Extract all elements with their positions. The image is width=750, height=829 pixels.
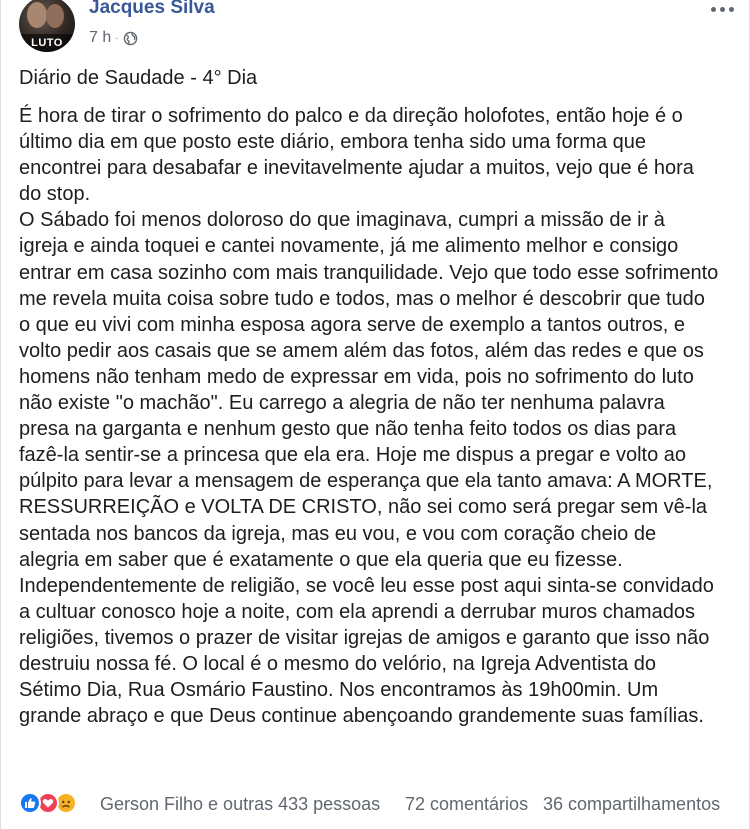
post-footer — [19, 790, 733, 820]
more-options-icon[interactable] — [705, 0, 739, 20]
post-body-line: grande abraço e que Deus continue abençoando grandemente suas famílias. — [19, 705, 704, 728]
post-body-line: último dia em que posto este diário, embora tenha sido uma forma que — [19, 131, 647, 154]
post-meta — [89, 29, 138, 47]
meta-separator: · — [115, 32, 119, 44]
more-dot — [720, 7, 725, 12]
post-header — [19, 0, 731, 56]
post-body-line: religiões, tivemos o prazer de visitar igrejas de amigos e garanto que isso não — [19, 626, 710, 649]
post-body-line: alegria em saber que é exatamente o que ela queria que eu fizesse. — [19, 548, 623, 571]
post-body-line: sentada nos bancos da igreja, mas eu vou, e vou com coração cheio de — [19, 522, 657, 545]
post-body-line: entrar em casa sozinho com mais tranquilidade. Vejo que todo esse sofrimento — [19, 261, 719, 284]
post-body-line: destruiu nossa fé. O local é o mesmo do velório, na Igreja Adventista do — [19, 652, 657, 675]
post-body-line: O Sábado foi menos doloroso do que imaginava, cumpri a missão de ir à — [19, 209, 665, 232]
post-body-line: É hora de tirar o sofrimento do palco e da direção holofotes, então hoje é o — [19, 105, 683, 127]
post-body — [19, 103, 735, 729]
author-name[interactable]: Jacques Silva — [89, 0, 215, 18]
post-title: Diário de Saudade - 4° Dia — [19, 67, 258, 89]
post-body-line: homens não tenham medo de expressar em vida, pois no sofrimento do luto — [19, 365, 694, 388]
post-body-line: Sétimo Dia, Rua Osmário Faustino. Nos encontramos às 19h00min. Um — [19, 679, 659, 702]
avatar[interactable] — [19, 0, 75, 52]
post-body-line: do stop. — [19, 183, 91, 206]
globe-icon[interactable] — [123, 31, 138, 46]
post-body-line: Independentemente de religião, se você leu esse post aqui sinta-se convidado — [19, 574, 714, 597]
post-body-line: encontrei para desabafar e inevitavelmente ajudar a muitos, vejo que é hora — [19, 157, 694, 180]
post-body-line: púlpito para levar a mensagem de esperança que ela tanto amava: A MORTE, — [19, 470, 713, 493]
reaction-icons[interactable] — [19, 792, 73, 814]
post-body-line: volto pedir aos casais que se amem além das fotos, além das redes e que os — [19, 339, 704, 362]
post-body-line: o que eu vivi com minha esposa agora serve de exemplo a tantos outros, e — [19, 313, 685, 336]
like-icon — [19, 792, 41, 814]
post-body-line: RESSURREIÇÃO e VOLTA DE CRISTO, não sei como será pregar sem vê-la — [19, 496, 708, 519]
more-dot — [729, 7, 734, 12]
avatar-photo-person-1 — [27, 2, 47, 28]
post-body-line: presa na garganta e nenhum gesto que não tenha feito todos os dias para — [19, 418, 677, 441]
post-body-line: fazê-la sentir-se a princesa que ela era. Hoje me dispus a pregar e volto ao — [19, 444, 687, 467]
avatar-badge-text: LUTO — [31, 37, 63, 49]
more-dot — [711, 7, 716, 12]
post-body-line: igreja e ainda toquei e cantei novamente, já me alimento melhor e consigo — [19, 235, 679, 258]
post-body-line: não existe "o machão". Eu carrego a alegria de não ter nenhuma palavra — [19, 392, 665, 415]
reacted-by-link[interactable]: Gerson Filho e outras 433 pessoas — [100, 794, 381, 814]
comments-count-link[interactable]: 72 comentários — [405, 794, 529, 814]
post-body-line: me revela muita coisa sobre tudo e todos, mas o melhor é descobrir que tudo — [19, 287, 705, 310]
post-time[interactable]: 7 h — [89, 29, 112, 46]
shares-count-link[interactable]: 36 compartilhamentos — [543, 794, 721, 814]
post-body-line: a cultuar conosco hoje a noite, com ela aprendi a derrubar muros chamados — [19, 600, 695, 623]
avatar-photo-person-2 — [46, 4, 64, 28]
